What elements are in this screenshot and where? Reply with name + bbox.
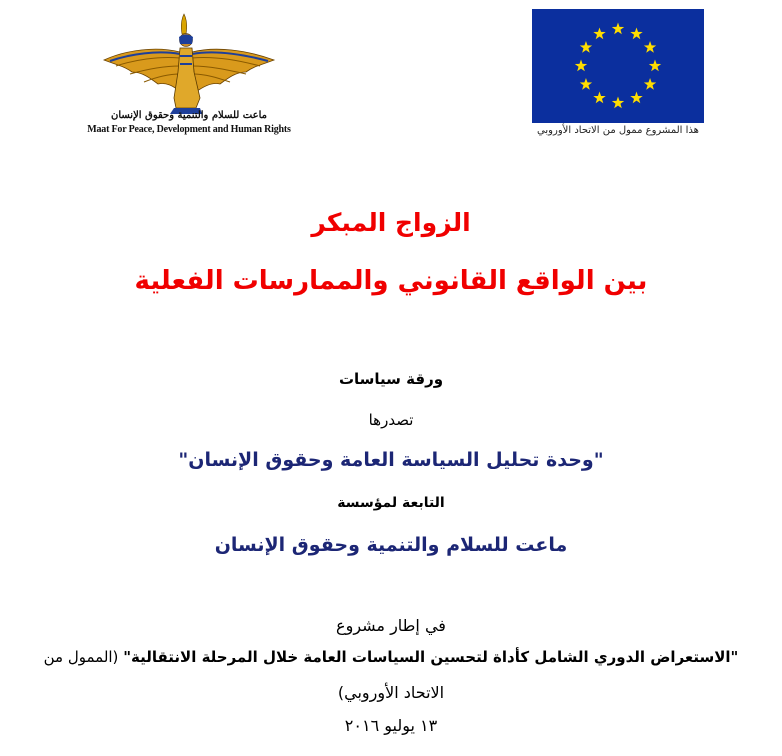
maat-english-name: Maat For Peace, Development and Human Rights xyxy=(87,124,291,135)
eu-star-icon xyxy=(644,78,656,90)
eu-star-icon xyxy=(649,60,661,72)
project-funded-note: (الممول من xyxy=(43,648,124,666)
eu-star-icon xyxy=(630,92,642,104)
main-title: الزواج المبكر xyxy=(311,208,471,237)
issue-date: ١٣ يوليو ٢٠١٦ xyxy=(344,716,438,735)
eu-star-icon xyxy=(580,41,592,53)
eu-funding-caption: هذا المشروع ممول من الاتحاد الأوروبي xyxy=(537,125,699,136)
issued-by-label: تصدرها xyxy=(368,411,414,429)
unit-name: "وحدة تحليل السياسة العامة وحقوق الإنسان" xyxy=(178,449,604,471)
project-funder: الاتحاد الأوروبي) xyxy=(337,683,445,702)
project-title xyxy=(0,648,782,666)
eu-star-icon xyxy=(593,92,605,104)
affiliated-label: التابعة لمؤسسة xyxy=(337,495,445,511)
eu-star-icon xyxy=(593,27,605,39)
eu-star-icon xyxy=(644,41,656,53)
project-title-bold: "الاستعراض الدوري الشامل كأداة لتحسين السياسات العامة خلال المرحلة الانتقالية" xyxy=(123,648,739,666)
paper-type: ورقة سياسات xyxy=(338,370,444,388)
eu-flag-icon xyxy=(532,9,704,123)
organization-name: ماعت للسلام والتنمية وحقوق الإنسان xyxy=(214,534,568,556)
eu-star-icon xyxy=(612,23,624,35)
eu-star-icon xyxy=(580,78,592,90)
subtitle: بين الواقع القانوني والممارسات الفعلية xyxy=(134,266,648,296)
eu-star-icon xyxy=(575,60,587,72)
framework-label: في إطار مشروع xyxy=(336,616,446,635)
maat-arabic-name: ماعت للسلام والتنمية وحقوق الإنسان xyxy=(111,110,267,121)
eu-star-icon xyxy=(612,97,624,109)
eu-star-icon xyxy=(630,27,642,39)
